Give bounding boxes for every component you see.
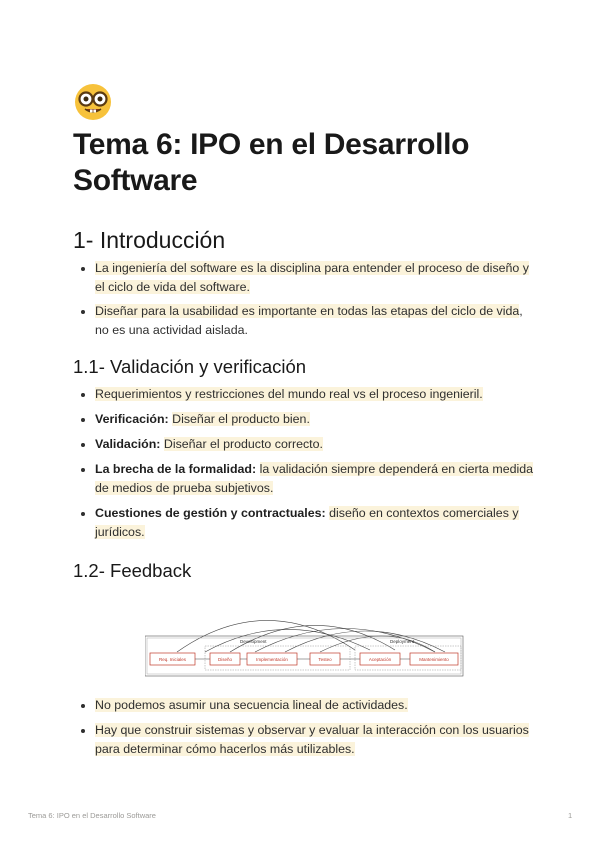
feedback-list — [73, 696, 538, 759]
highlighted-text: diseño en contextos comerciales y jurídicos. — [95, 506, 519, 539]
highlighted-text: Diseñar para la usabilidad es importante en todas las etapas del ciclo de vida — [95, 304, 520, 318]
stage-label: Mantenimiento — [419, 657, 449, 662]
list-item — [73, 504, 538, 542]
term-label: Cuestiones de gestión y contractuales: — [95, 506, 326, 520]
highlighted-text: Hay que construir sistemas y observar y evaluar la interacción con los usuarios para determinar cómo hacerlos más utilizables. — [95, 723, 529, 756]
highlighted-text: Diseñar el producto correcto. — [163, 437, 323, 451]
section-heading-validation: 1.1- Validación y verificación — [73, 356, 307, 377]
highlighted-text: Diseñar el producto bien. — [172, 412, 310, 426]
plain-text: , no es una actividad aislada. — [95, 304, 523, 337]
stage-label: Diseño — [217, 657, 233, 662]
page-title: Tema 6: IPO en el Desarrollo Software — [73, 128, 470, 197]
feedback-arc — [205, 629, 370, 652]
section-heading-intro: 1- Introducción — [73, 227, 226, 253]
group-label-deployment: Deployment — [390, 639, 415, 644]
feedback-lifecycle-diagram — [145, 600, 465, 680]
list-item — [73, 410, 538, 429]
list-item — [73, 259, 538, 297]
nerd-face-emoji-icon — [73, 82, 113, 122]
section-heading-feedback: 1.2- Feedback — [73, 560, 192, 581]
list-item — [73, 460, 538, 498]
highlighted-text: No podemos asumir una secuencia lineal de actividades. — [95, 698, 408, 712]
feedback-arc — [285, 631, 445, 652]
list-item — [73, 721, 538, 759]
term-label: Validación: — [95, 437, 161, 451]
list-item — [73, 435, 538, 454]
footer-doc-title: Tema 6: IPO en el Desarrollo Software — [28, 811, 156, 820]
list-item — [73, 696, 538, 715]
stage-label: Testeo — [318, 657, 332, 662]
list-item — [73, 302, 538, 340]
group-label-development: Development — [240, 639, 267, 644]
highlighted-text: la validación siempre dependerá en cierta medida de medios de prueba subjetivos. — [95, 462, 534, 495]
footer-page-number: 1 — [568, 811, 573, 820]
highlighted-text: La ingeniería del software es la disciplina para entender el proceso de diseño y el ciclo de vida del software. — [95, 261, 529, 294]
validation-list — [73, 385, 538, 542]
intro-list — [73, 259, 538, 340]
term-label: Verificación: — [95, 412, 169, 426]
term-label: La brecha de la formalidad: — [95, 462, 257, 476]
stage-label: Implementación — [256, 657, 288, 662]
stage-label: Req. Iniciales — [158, 657, 187, 662]
stage-label: Aceptación — [368, 657, 392, 662]
list-item — [73, 385, 538, 404]
highlighted-text: Requerimientos y restricciones del mundo real vs el proceso ingenieril. — [95, 387, 483, 401]
